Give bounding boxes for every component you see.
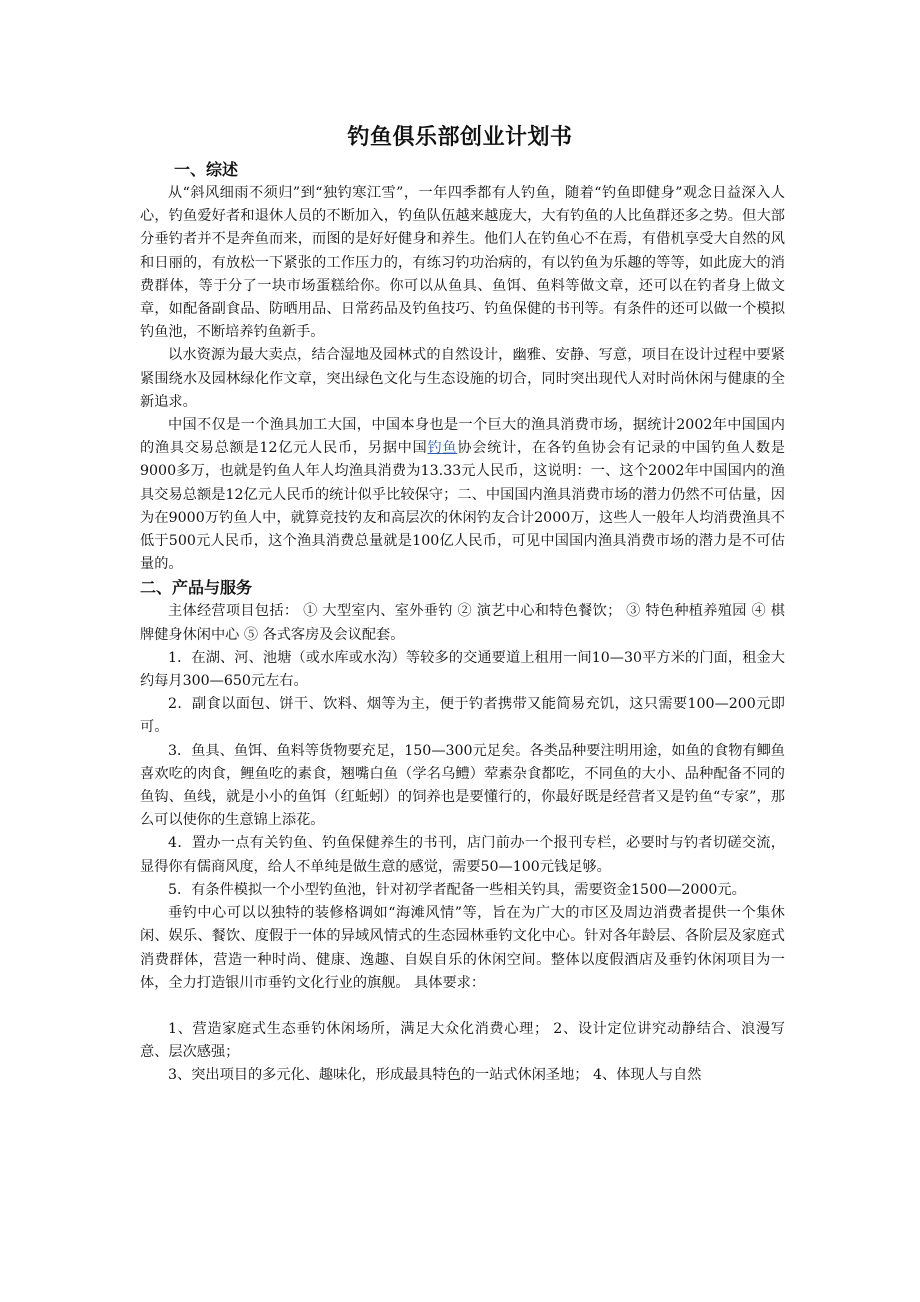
requirement-item: 1、营造家庭式生态垂钓休闲场所，满足大众化消费心理； 2、设计定位讲究动静结合、浪漫写意、层次感强；	[140, 1020, 785, 1061]
paragraph-text: 中国不仅是一个渔具加工大国，中国本身也是一个巨大的渔具消费市场，据统计2002年中国国内的渔具交易总额是12亿元人民币，另据中国	[140, 417, 785, 457]
blank-line	[140, 995, 785, 1018]
section-heading-overview: 一、综述	[174, 160, 239, 179]
document-body	[140, 158, 785, 1088]
paragraph	[140, 414, 785, 576]
paragraph: 以水资源为最大卖点，结合湿地及园林式的自然设计，幽雅、安静、写意，项目在设计过程中要紧紧围绕水及园林绿化作文章，突出绿色文化与生态设施的切合，同时突出现代人对时尚休闲与健康的全新追求。	[140, 347, 785, 410]
paragraph-text: 协会统计，在各钓鱼协会有记录的中国钓鱼人数是9000多万，也就是钓鱼人年人均渔具消费为13.33元人民币，这说明：一、这个2002年中国国内的渔具交易总额是12亿元人民币的统计似乎比较保守；二、中国国内渔具消费市场的潜力仍然不可估量，因为在9000万钓鱼人中，就算竞技钓友和高层次的休闲钓友合计2000万，这些人一般年人均消费渔具不低于500元人民币，这个渔具消费总量就是100亿人民币，可见中国国内渔具消费市场的潜力是不可估量的。	[140, 440, 785, 573]
fishing-link[interactable]: 钓鱼	[427, 440, 458, 457]
list-item: 1．在湖、河、池塘（或水库或水沟）等较多的交通要道上租用一间10—30平方米的门面，租金大约每月300—650元左右。	[140, 649, 785, 690]
document-title: 钓鱼俱乐部创业计划书	[347, 125, 573, 150]
list-item: 5．有条件模拟一个小型钓鱼池，针对初学者配备一些相关钓具，需要资金1500—2000元。	[168, 881, 746, 898]
section-heading-products: 二、产品与服务	[140, 578, 253, 598]
list-item: 2．副食以面包、饼干、饮料、烟等为主，便于钓者携带又能简易充饥，这只需要100—200元即可。	[140, 696, 785, 736]
list-item: 4．置办一点有关钓鱼、钓鱼保健养生的书刊，店门前办一个报刊专栏，必要时与钓者切磋交流，显得你有儒商风度，给人不单纯是做生意的感觉，需要50—100元钱足够。	[140, 835, 785, 875]
paragraph: 主体经营项目包括： ① 大型室内、室外垂钓 ② 演艺中心和特色餐饮； ③ 特色种植养殖园 ④ 棋牌健身休闲中心 ⑤ 各式客房及会议配套。	[140, 603, 785, 643]
paragraph: 垂钓中心可以以独特的装修格调如“海滩风情”等，旨在为广大的市区及周边消费者提供一个集休闲、娱乐、餐饮、度假于一体的异域风情式的生态园林垂钓文化中心。针对各年龄层、各阶层及家庭式消费群体，营造一种时尚、健康、逸趣、自娱自乐的休闲空间。整体以度假酒店及垂钓休闲项目为一体，全力打造银川市垂钓文化行业的旗舰。 具体要求：	[140, 905, 785, 991]
requirement-item: 3、突出项目的多元化、趣味化，形成最具特色的一站式休闲圣地； 4、体现人与自然	[168, 1067, 702, 1084]
paragraph: 从“斜风细雨不须归”到“独钓寒江雪”，一年四季都有人钓鱼，随着“钓鱼即健身”观念日益深入人心，钓鱼爱好者和退休人员的不断加入，钓鱼队伍越来越庞大，大有钓鱼的人比鱼群还多之势。但大部分垂钓者并不是奔鱼而来，而图的是好好健身和养生。他们人在钓鱼心不在焉，有借机享受大自然的风和日丽的，有放松一下紧张的工作压力的，有练习钓功治病的，有以钓鱼为乐趣的等等，如此庞大的消费群体，等于分了一块市场蛋糕给你。你可以从鱼具、鱼饵、鱼料等做文章，还可以在钓者身上做文章，如配备副食品、防晒用品、日常药品及钓鱼技巧、钓鱼保健的书刊等。有条件的还可以做一个模拟钓鱼池，不断培养钓鱼新手。	[140, 185, 785, 341]
list-item: 3．鱼具、鱼饵、鱼料等货物要充足，150—300元足矣。各类品种要注明用途，如鱼的食物有鲫鱼喜欢吃的肉食，鲤鱼吃的素食，翘嘴白鱼（学名乌鳢）荤素杂食都吃，不同鱼的大小、品种配备不同的鱼钩、鱼线，就是小小的鱼饵（红蚯蚓）的饲养也是要懂行的，你最好既是经营者又是钓鱼“专家”，那么可以使你的生意锦上添花。	[140, 742, 785, 829]
